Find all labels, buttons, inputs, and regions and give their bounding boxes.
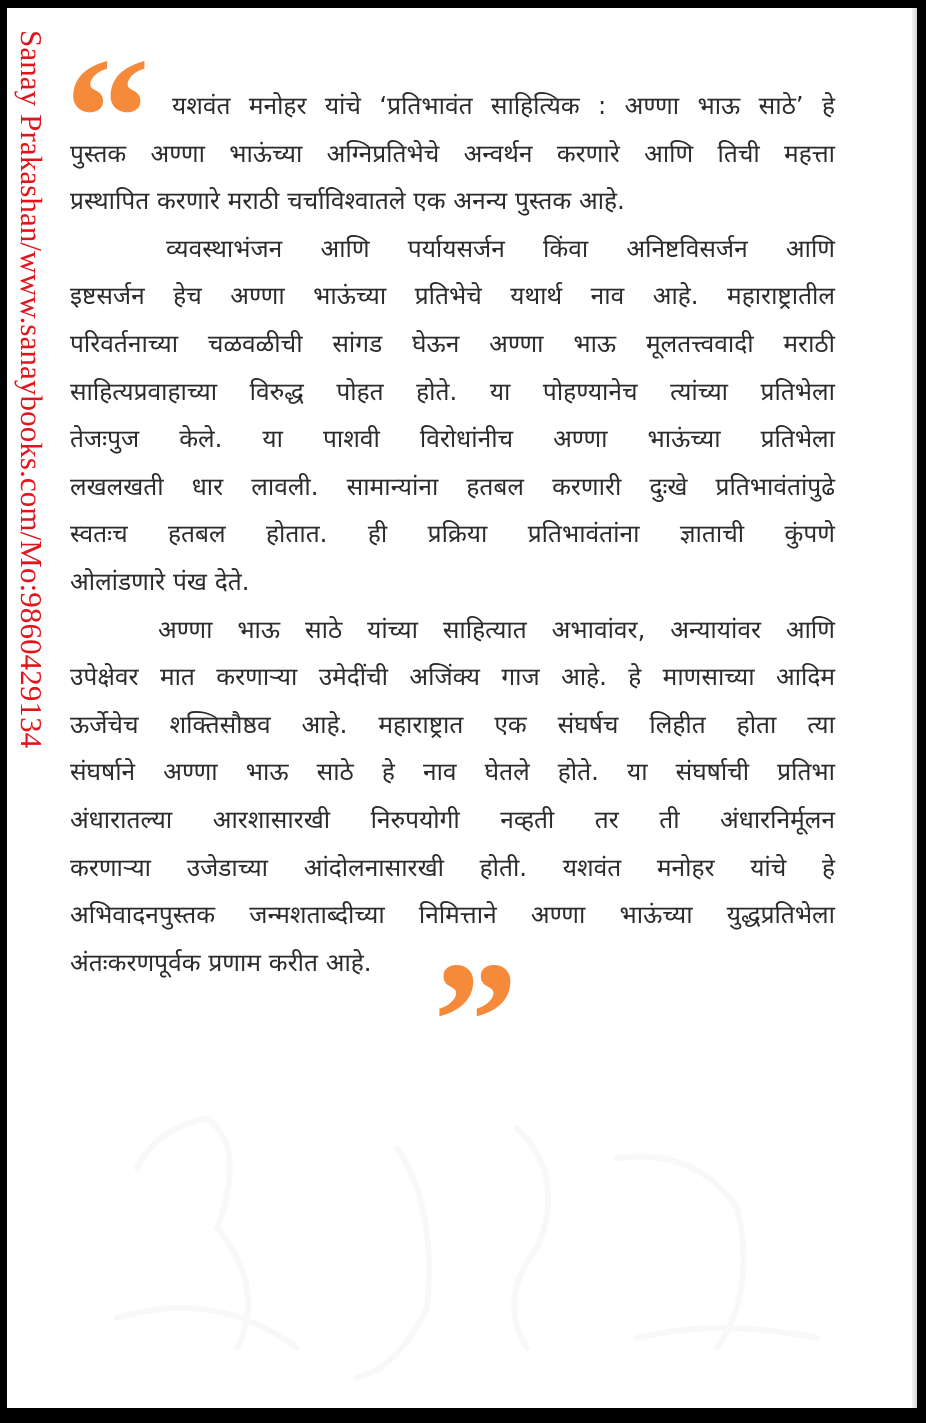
blurb-text [70,82,835,986]
text-line: अंतःकरणपूर्वक प्रणाम करीत आहे. [70,947,372,977]
text-line: साहित्यप्रवाहाच्या विरुद्ध पोहत होते. या पोहण्यानेच त्यांच्या प्रतिभेला [70,376,835,406]
text-line: इष्टसर्जन हेच अण्णा भाऊंच्या प्रतिभेचे यथार्थ नाव आहे. महाराष्ट्रातील [70,281,835,311]
text-line: अभिवादनपुस्तक जन्मशताब्दीच्या निमित्ताने अण्णा भाऊंच्या युद्धप्रतिभेला [70,900,835,930]
page-edge-shadow [912,8,917,1408]
text-line: लखलखती धार लावली. सामान्यांना हतबल करणारी दुःखे प्रतिभावंतांपुढे [70,471,835,501]
paragraph-1 [70,82,835,225]
close-quote-icon: ” [433,927,518,1115]
book-back-cover-page [7,8,917,1408]
publisher-watermark: Sanay Prakashan/www.sanaybooks.com/Mo:9860429134 [14,30,49,749]
text-line: प्रस्थापित करणारे मराठी चर्चाविश्वातले एक अनन्य पुस्तक आहे. [70,186,625,216]
text-line: पुस्तक अण्णा भाऊंच्या अग्निप्रतिभेचे अन्वर्थन करणारे आणि तिची महत्ता [70,138,835,168]
text-line: ओलांडणारे पंख देते. [70,566,250,596]
text-line: स्वतःच हतबल होतात. ही प्रक्रिया प्रतिभावंतांना ज्ञाताची कुंपणे [70,519,835,549]
text-line: उपेक्षेवर मात करणाऱ्या उमेदींची अजिंक्य गाज आहे. हे माणसाच्या आदिम [70,662,835,692]
open-quote-icon: “ [65,23,150,211]
text-line: ऊर्जेचेच शक्तिसौष्ठव आहे. महाराष्ट्रात एक संघर्षच लिहीत होता त्या [70,709,835,739]
text-line: परिवर्तनाच्या चळवळीची सांगड घेऊन अण्णा भाऊ मूलतत्त्ववादी मराठी [70,328,835,358]
paragraph-2 [70,225,835,606]
faint-background-illustration [97,1088,837,1388]
text-line: अंधारातल्या आरशासारखी निरुपयोगी नव्हती तर ती अंधारनिर्मूलन [70,804,835,834]
text-line: अण्णा भाऊ साठे यांच्या साहित्यात अभावांवर, अन्यायांवर आणि [158,614,835,644]
text-line: संघर्षाने अण्णा भाऊ साठे हे नाव घेतले होते. या संघर्षाची प्रतिभा [70,757,835,787]
text-line: तेजःपुज केले. या पाशवी विरोधांनीच अण्णा भाऊंच्या प्रतिभेला [70,424,835,454]
text-line: करणाऱ्या उजेडाच्या आंदोलनासारखी होती. यशवंत मनोहर यांचे हे [70,852,835,882]
text-line: यशवंत मनोहर यांचे ‘प्रतिभावंत साहित्यिक : अण्णा भाऊ साठे’ हे [172,91,835,120]
text-line: व्यवस्थाभंजन आणि पर्यायसर्जन किंवा अनिष्टविसर्जन आणि [166,233,835,263]
